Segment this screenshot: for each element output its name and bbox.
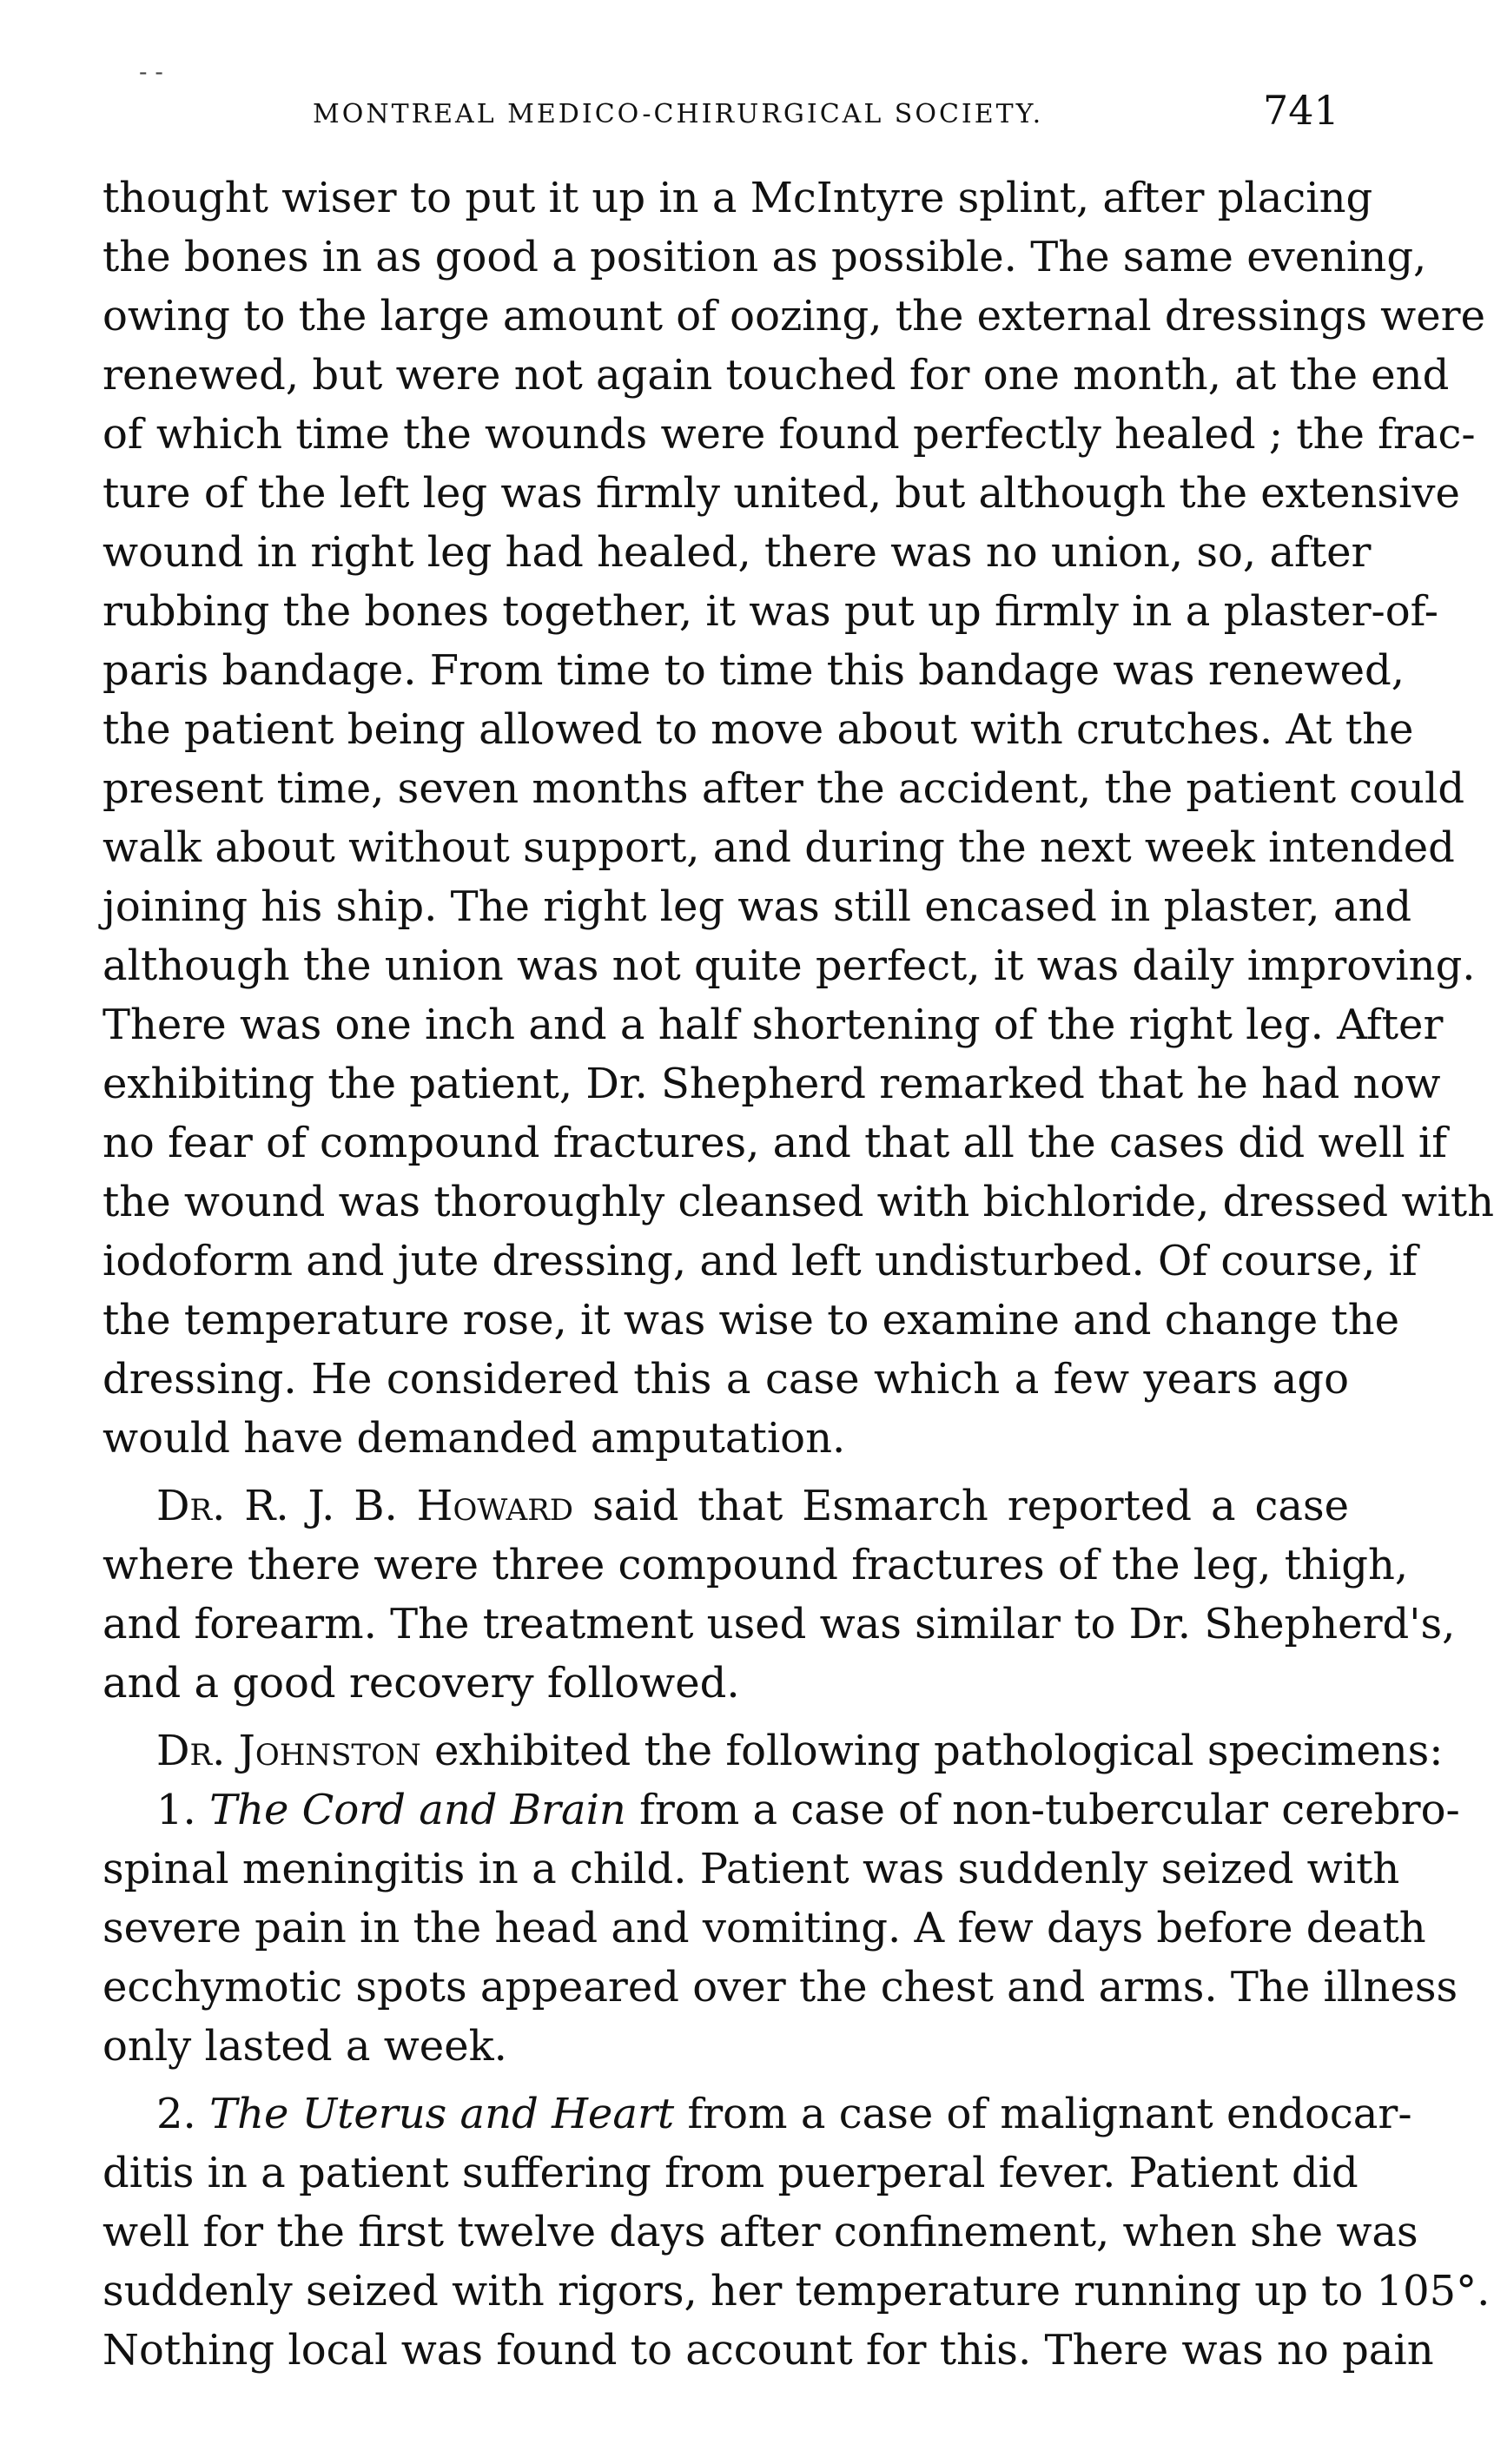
text-line: thought wiser to put it up in a McIntyre splint, after placing	[102, 174, 1373, 222]
text-line: renewed, but were not again touched for one month, at the end	[102, 351, 1450, 400]
text-line: exhibiting the patient, Dr. Shepherd remarked that he had now	[102, 1060, 1441, 1108]
item-number: 2.	[156, 2090, 210, 2138]
text-line: only lasted a week.	[102, 2022, 507, 2071]
text-line: ecchymotic spots appeared over the chest and arms. The illness	[102, 1963, 1458, 2011]
text-line: ture of the left leg was firmly united, but although the extensive	[102, 469, 1460, 518]
text-span: exhibited the following pathological specimens:	[420, 1727, 1444, 1775]
text-line: ditis in a patient suffering from puerperal fever. Patient did	[102, 2149, 1358, 2197]
text-span: from a case of non-tubercular cerebro-	[625, 1786, 1460, 1834]
text-line: and a good recovery followed.	[102, 1659, 740, 1708]
text-line: present time, seven months after the accident, the patient could	[102, 764, 1465, 813]
speaker-name: Dr. Johnston	[156, 1727, 421, 1775]
page-number: 741	[1263, 87, 1339, 134]
text-line: severe pain in the head and vomiting. A few days before death	[102, 1904, 1426, 1952]
text-line: the patient being allowed to move about with crutches. At the	[102, 705, 1414, 754]
body-text	[102, 168, 1494, 2380]
text-line: suddenly seized with rigors, her temperature running up to 105°.	[102, 2267, 1491, 2315]
paragraph-continuation	[102, 168, 1494, 1468]
text-line: walk about without support, and during the next week intended	[102, 823, 1455, 872]
text-line: where there were three compound fractures of the leg, thigh,	[102, 1541, 1409, 1589]
paragraph-johnston	[102, 1721, 1444, 1780]
text-line: iodoform and jute dressing, and left undisturbed. Of course, if	[102, 1237, 1418, 1285]
specimen-item-2	[102, 2084, 1491, 2380]
text-line: paris bandage. From time to time this bandage was renewed,	[102, 646, 1405, 695]
text-span: from a case of malignant endocar-	[674, 2090, 1412, 2138]
running-head	[0, 85, 1455, 137]
text-line: There was one inch and a half shortening of the right leg. After	[102, 1001, 1444, 1049]
text-line: the wound was thoroughly cleansed with bichloride, dressed with	[102, 1178, 1494, 1226]
text-line: rubbing the bones together, it was put up firmly in a plaster-of-	[102, 587, 1438, 636]
specimen-item-1	[102, 1780, 1460, 2076]
speaker-name: Dr. R. J. B. Howard	[156, 1482, 574, 1530]
text-line: the bones in as good a position as possible. The same evening,	[102, 233, 1427, 281]
specimen-title: The Cord and Brain	[209, 1786, 626, 1834]
text-line: would have demanded amputation.	[102, 1414, 846, 1463]
text-line: Nothing local was found to account for this. There was no pain	[102, 2326, 1434, 2375]
text-line	[102, 1476, 1349, 1536]
print-speck: - -	[139, 57, 163, 86]
running-title: MONTREAL MEDICO-CHIRURGICAL SOCIETY.	[313, 99, 1044, 129]
specimen-title: The Uterus and Heart	[209, 2090, 675, 2138]
paragraph-gap	[102, 1713, 1349, 1721]
paragraph-gap	[102, 1468, 1349, 1476]
paragraph-gap	[102, 2076, 1349, 2084]
text-line: no fear of compound fractures, and that all the cases did well if	[102, 1119, 1448, 1167]
text-line: of which time the wounds were found perfectly healed ; the frac-	[102, 410, 1476, 459]
text-line: although the union was not quite perfect, it was daily improving.	[102, 941, 1476, 990]
text-line	[102, 2084, 1412, 2144]
text-line	[102, 1780, 1460, 1840]
text-line: owing to the large amount of oozing, the external dressings were	[102, 292, 1485, 340]
text-line: wound in right leg had healed, there was no union, so, after	[102, 528, 1372, 577]
text-line: dressing. He considered this a case which a few years ago	[102, 1355, 1349, 1404]
text-line: the temperature rose, it was wise to examine and change the	[102, 1296, 1400, 1344]
text-line	[102, 1721, 1444, 1780]
text-line: and forearm. The treatment used was similar to Dr. Shepherd's,	[102, 1600, 1456, 1648]
paragraph-howard	[102, 1476, 1456, 1713]
text-line: spinal meningitis in a child. Patient was suddenly seized with	[102, 1845, 1400, 1893]
item-number: 1.	[156, 1786, 210, 1834]
text-line: joining his ship. The right leg was still encased in plaster, and	[102, 882, 1412, 931]
text-line: well for the first twelve days after confinement, when she was	[102, 2208, 1418, 2256]
text-span: said that Esmarch reported a case	[573, 1482, 1349, 1530]
